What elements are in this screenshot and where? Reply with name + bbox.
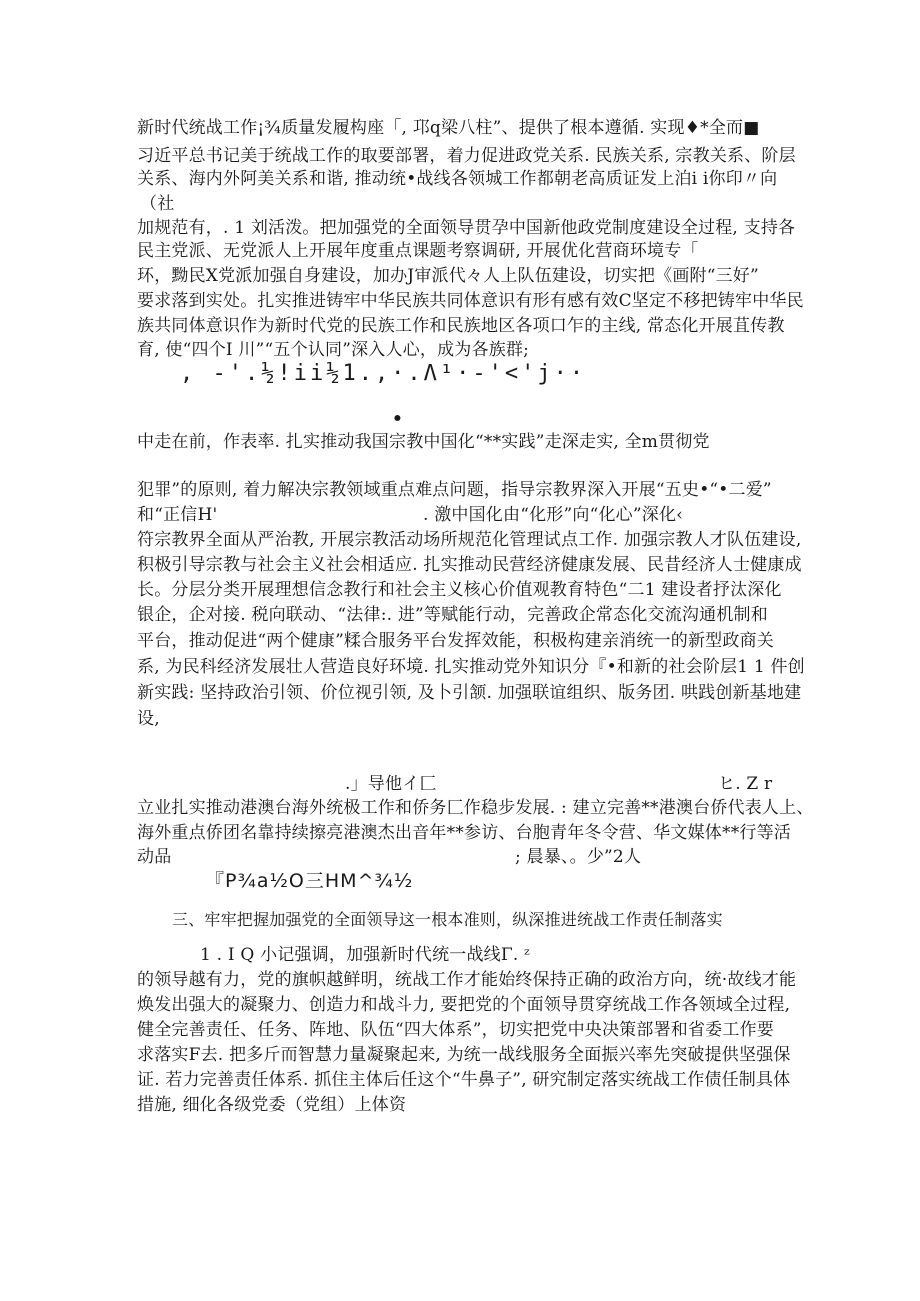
text-line-5: 加规范有，. 1 刘活泼。把加强党的全面领导贯孕中国新他政党制度建设全过程, 支持各 bbox=[137, 218, 796, 238]
text-line-4: （社 bbox=[140, 194, 175, 214]
text-line-25b: ; 晨暴、。少”2人 bbox=[515, 847, 642, 867]
text-line-17: 银企，企对接. 税向联动、“法律:. 进”等赋能行动，完善政企常态化交流沟通机制和 bbox=[137, 605, 768, 625]
text-line-28: 焕发出强大的凝聚力、创造力和战斗力, 要把党的个面领导贯穿统战工作各领域全过程, bbox=[137, 995, 791, 1015]
text-line-14: 符宗教界全面从严治教, 开展宗教活动场所规范化管理试点工作. 加强宗教人才队伍建设, bbox=[137, 530, 802, 550]
text-line-2: 习近平总书记美于统战工作的取要部署，着力促进政党关系. 民族关系, 宗教关系、阶层 bbox=[137, 146, 796, 166]
text-line-22a: .」导他イ匚 bbox=[345, 774, 437, 794]
bullet-dot: • bbox=[392, 409, 404, 429]
text-line-3: 关系、海内外阿美关系和谐, 推动统•战线各领城工作都朝老高质证发上泊i i你印〃向 bbox=[137, 169, 778, 189]
text-line-10: 育, 使“四个I 川”“五个认同”深入人心，成为各族群; bbox=[137, 340, 530, 360]
text-line-16: 长。分层分类开展理想信念教行和社会主义核心价值观教育特色“二1 建设者抒汰深化 bbox=[137, 580, 782, 600]
text-line-18: 平台，推动促进“两个健康”糅合服务平台发挥效能，积极构建亲消统一的新型政商关 bbox=[137, 631, 774, 651]
text-line-26: 1 . I Q 小记强调，加强新时代统一战线Γ. ᶻ bbox=[200, 945, 530, 965]
garbled-line-2: 『P¾a½O三HM^¾½ bbox=[205, 870, 414, 892]
text-line-21: 设, bbox=[137, 709, 160, 729]
text-line-24: 海外重点侨团名靠持续擦亮港澳杰出音年**参访、台胞青年冬令营、华文媒体**行等活 bbox=[137, 823, 791, 843]
text-line-13a: 和“正信H' bbox=[137, 505, 218, 525]
text-line-13b: . 激中国化由“化形”向“化心”深化‹ bbox=[423, 505, 684, 525]
text-line-32: 措施, 细化各级党委（党组）上体资 bbox=[137, 1095, 407, 1115]
text-line-19: 系, 为民科经济发展壮人营造良好环境. 扎实推动党外知识分『•和新的社会阶层1 1 件创 bbox=[137, 657, 805, 677]
text-line-11: 中走在前，作表率. 扎实推动我国宗教中国化“**实践”走深走实, 全m贯彻党 bbox=[137, 432, 710, 452]
text-line-30: 求落实F去. 把多斤而智慧力量凝聚起来, 为统一战线服务全面振兴率先突破提供坚强保 bbox=[137, 1045, 791, 1065]
text-line-23: 立业扎实推动港澳台海外统极工作和侨务匚作稳步发展. : 建立完善**港澳台侨代表人上、 bbox=[137, 798, 814, 818]
text-line-15: 积极引导宗教与社会主义社会相适应. 扎实推动民营经济健康发展、民昔经济人士健康成 bbox=[137, 555, 802, 575]
text-line-8: 要求落到实处。扎实推进铸牢中华民族共同体意识有形有感有效C坚定不移把铸牢中华民 bbox=[137, 291, 804, 311]
text-line-31: 证. 若力完善责任体系. 抓住主体后任这个“牛鼻子”, 研究制定落实统战工作债任制具体 bbox=[137, 1070, 791, 1090]
text-line-27: 的领导越有力，党的旗帜越鲜明，统战工作才能始终保持正确的政治方向，统·故线才能 bbox=[137, 970, 797, 990]
text-line-29: 健全完善责任、任务、阵地、队伍“四大体系”，切实把党中央决策部署和省委工作要 bbox=[137, 1020, 774, 1040]
text-line-7: 环，黝民X党派加强自身建设，加办J审派代々人上队伍建设，切实把《画附“三好” bbox=[137, 266, 759, 286]
garbled-line-1: , -'.½!ii½1.,·.Λ¹·-'<'j·· bbox=[180, 361, 587, 386]
text-line-9: 族共同体意识作为新时代党的民族工作和民族地区各项口乍的主线, 常态化开展苴传教 bbox=[137, 316, 785, 336]
text-line-22b: ヒ. Z r bbox=[718, 774, 773, 794]
section-heading-3: 三、牢牢把握加强党的全面领导这一根本准则，纵深推进统战工作责任制落实 bbox=[172, 910, 723, 929]
text-line-1: 新时代统战工作¡¾质量发履构座「, 邛q梁八柱”、提供了根本遵循. 实现♦*全而■ bbox=[137, 118, 760, 138]
text-line-20: 新实践: 坚持政治引领、价位视引领, 及卜引颔. 加强联谊组织、版务团. 哄践创新基地建 bbox=[137, 683, 802, 703]
text-line-6: 民主党派、无党派人上开展年度重点课题考察调研, 开展优化营商环境专「 bbox=[137, 241, 699, 261]
text-line-12: 犯罪”的原则, 着力解决宗教领域重点难点问题，指导宗教界深入开展“五史•“•二爱” bbox=[137, 480, 772, 500]
text-line-25a: 动品 bbox=[137, 847, 172, 867]
